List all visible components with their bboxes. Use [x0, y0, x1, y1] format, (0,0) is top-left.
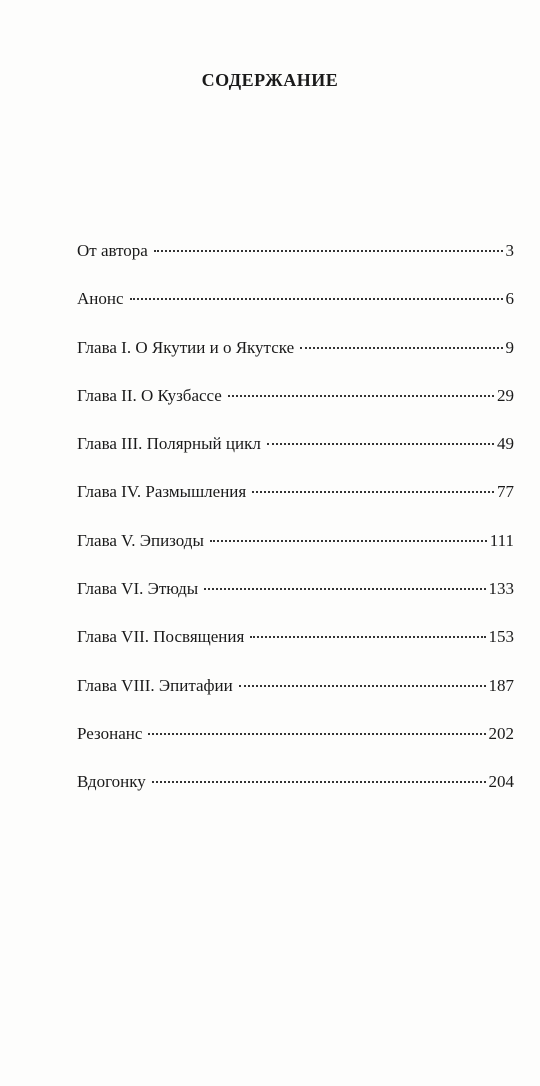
dot-leader [239, 663, 486, 687]
toc-entry-title: Глава VI. Этюды [77, 579, 199, 599]
toc-entry-title: Глава I. О Якутии и о Якутске [77, 337, 295, 357]
toc-entry-title: Вдогонку [77, 772, 146, 792]
dot-leader [148, 711, 485, 735]
dot-leader [210, 518, 487, 542]
dot-leader [267, 421, 494, 445]
dot-leader [228, 373, 494, 397]
toc-entry-page-number: 29 [497, 385, 514, 405]
toc-entry [77, 570, 514, 618]
toc-entry-page-number: 202 [488, 723, 514, 743]
toc-entry [77, 473, 514, 521]
dot-leader [154, 228, 503, 252]
toc-entry-page-number: 111 [489, 530, 514, 550]
toc-entry [77, 377, 514, 425]
toc-entry-page-number: 49 [497, 434, 514, 454]
toc-entry-page-number: 153 [488, 627, 514, 647]
toc-entry-page-number: 204 [488, 772, 514, 792]
toc-entry-title: От автора [77, 241, 148, 260]
toc-entry-page-number: 9 [505, 337, 514, 357]
page-title: СОДЕРЖАНИЕ [201, 70, 339, 90]
toc-entry [77, 425, 514, 473]
toc-entry-page-number: 3 [505, 241, 514, 260]
toc-entry-page-number: 77 [497, 482, 514, 502]
dot-leader [300, 325, 502, 349]
toc-entry-page-number: 6 [505, 289, 514, 309]
toc-entry [77, 522, 514, 570]
dot-leader [130, 276, 503, 300]
toc-entry-title: Резонанс [77, 723, 143, 743]
dot-leader [252, 469, 494, 493]
toc-entry [77, 280, 514, 328]
toc-entry-page-number: 187 [488, 675, 514, 695]
toc-entry-title: Глава V. Эпизоды [77, 530, 204, 550]
toc-entry-title: Глава IV. Размышления [77, 482, 247, 502]
table-of-contents [77, 232, 514, 812]
dot-leader [250, 614, 485, 638]
toc-entry-title: Глава VIII. Эпитафии [77, 675, 233, 695]
toc-entry-page-number: 133 [488, 579, 514, 599]
toc-entry [77, 763, 514, 811]
toc-entry [77, 715, 514, 763]
toc-entry [77, 618, 514, 666]
toc-entry [77, 232, 514, 280]
dot-leader [152, 759, 486, 783]
toc-entry-title: Глава III. Полярный цикл [77, 434, 261, 454]
toc-entry-title: Глава II. О Кузбассе [77, 385, 222, 405]
toc-entry-title: Анонс [77, 289, 124, 309]
toc-entry-title: Глава VII. Посвящения [77, 627, 245, 647]
toc-entry [77, 329, 514, 377]
dot-leader [204, 566, 485, 590]
toc-entry [77, 667, 514, 715]
